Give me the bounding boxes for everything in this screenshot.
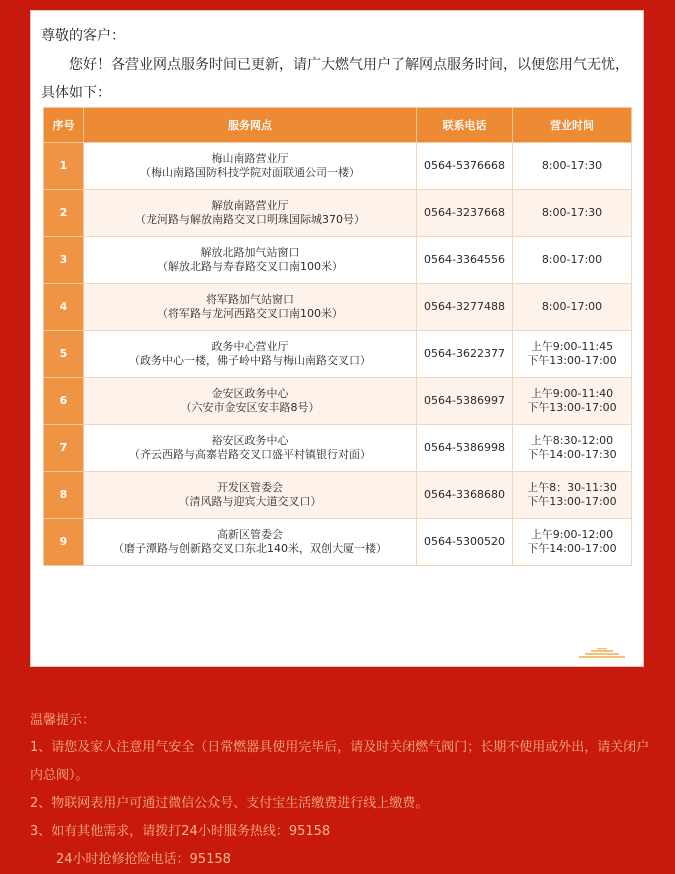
col-header-branch: 服务网点: [84, 108, 417, 143]
notice-panel: [30, 10, 644, 667]
row-index: 1: [44, 143, 84, 190]
branch-address: （龙河路与解放南路交叉口明珠国际城370号）: [135, 213, 365, 226]
branch-address: （解放北路与寿春路交叉口南100米）: [157, 260, 343, 273]
tip-item-2: 2、物联网表用户可通过微信公众号、支付宝生活缴费进行线上缴费。: [30, 796, 429, 811]
row-index: 2: [44, 190, 84, 237]
hours-cell: [513, 425, 632, 472]
branch-address: （磨子潭路与创新路交叉口东北140米，双创大厦一楼）: [113, 542, 387, 555]
tips-section: [30, 708, 650, 874]
branch-cell: [84, 143, 417, 190]
service-table: [43, 107, 632, 566]
phone-cell: 0564-3277488: [417, 284, 513, 331]
branch-cell: [84, 237, 417, 284]
branch-name: 裕安区政务中心: [211, 434, 289, 447]
branch-address: （将军路与龙河西路交叉口南100米）: [157, 307, 343, 320]
col-header-hours: 营业时间: [513, 108, 632, 143]
row-index: 5: [44, 331, 84, 378]
branch-address: （六安市金安区安丰路8号）: [180, 401, 320, 414]
branch-name: 解放南路营业厅: [211, 199, 289, 212]
branch-cell: [84, 425, 417, 472]
table-row: [44, 284, 632, 331]
hours-pm: 下午14:00-17:00: [527, 542, 617, 555]
hours-pm: 下午13:00-17:00: [527, 401, 617, 414]
branch-address: （清风路与迎宾大道交叉口）: [178, 495, 322, 508]
branch-cell: [84, 378, 417, 425]
branch-name: 开发区管委会: [217, 481, 283, 494]
table-row: [44, 190, 632, 237]
branch-address: （政务中心一楼，佛子岭中路与梅山南路交叉口）: [129, 354, 371, 367]
hours-pm: 下午13:00-17:00: [527, 495, 617, 508]
hours-am: 上午9:00-12:00: [530, 528, 614, 541]
phone-cell: 0564-3237668: [417, 190, 513, 237]
hours-cell: [513, 378, 632, 425]
table-row: [44, 143, 632, 190]
row-index: 3: [44, 237, 84, 284]
phone-cell: 0564-5386998: [417, 425, 513, 472]
hours-am: 上午8:30-12:00: [530, 434, 614, 447]
row-index: 6: [44, 378, 84, 425]
phone-cell: 0564-5376668: [417, 143, 513, 190]
hours-cell: [513, 284, 632, 331]
table-header-row: [44, 108, 632, 143]
hours: 8:00-17:30: [541, 206, 603, 219]
phone-cell: 0564-5386997: [417, 378, 513, 425]
hours: 8:00-17:00: [541, 253, 603, 266]
branch-address: （梅山南路国防科技学院对面联通公司一楼）: [140, 166, 360, 179]
table-row: [44, 425, 632, 472]
tip-item-3: 3、如有其他需求，请拨打24小时服务热线：95158: [30, 824, 331, 839]
tiananmen-ornament-icon: [579, 648, 625, 658]
row-index: 7: [44, 425, 84, 472]
table-row: [44, 472, 632, 519]
col-header-phone: 联系电话: [417, 108, 513, 143]
hours: 8:00-17:00: [541, 300, 603, 313]
hours-cell: [513, 143, 632, 190]
hours-cell: [513, 519, 632, 566]
phone-cell: 0564-5300520: [417, 519, 513, 566]
phone-cell: 0564-3622377: [417, 331, 513, 378]
table-row: [44, 237, 632, 284]
col-header-index: 序号: [44, 108, 84, 143]
hours-am: 上午9:00-11:40: [530, 387, 614, 400]
hours-pm: 下午13:00-17:00: [527, 354, 617, 367]
hours-cell: [513, 190, 632, 237]
branch-name: 高新区管委会: [217, 528, 283, 541]
hours-am: 上午8：30-11:30: [527, 481, 617, 494]
hours-cell: [513, 331, 632, 378]
branch-name: 将军路加气站窗口: [206, 293, 294, 306]
table-row: [44, 378, 632, 425]
tip-item-4: 24小时抢修抢险电话：95158: [56, 852, 231, 867]
hours: 8:00-17:30: [541, 159, 603, 172]
phone-cell: 0564-3364556: [417, 237, 513, 284]
phone-cell: 0564-3368680: [417, 472, 513, 519]
branch-address: （齐云西路与高寨岩路交叉口盛平村镇银行对面）: [129, 448, 371, 461]
branch-cell: [84, 331, 417, 378]
row-index: 8: [44, 472, 84, 519]
table-row: [44, 519, 632, 566]
hours-am: 上午9:00-11:45: [530, 340, 614, 353]
row-index: 4: [44, 284, 84, 331]
table-row: [44, 331, 632, 378]
branch-cell: [84, 519, 417, 566]
hours-cell: [513, 237, 632, 284]
tips-title: 温馨提示：: [30, 713, 96, 728]
row-index: 9: [44, 519, 84, 566]
branch-cell: [84, 472, 417, 519]
branch-cell: [84, 190, 417, 237]
branch-name: 政务中心营业厅: [211, 340, 289, 353]
branch-name: 解放北路加气站窗口: [200, 246, 300, 259]
tip-item-1: 1、请您及家人注意用气安全（日常燃器具使用完毕后，请及时关闭燃气阀门；长期不使用或外出，请关闭户内总阀）。: [30, 740, 650, 783]
branch-cell: [84, 284, 417, 331]
branch-name: 梅山南路营业厅: [211, 152, 289, 165]
branch-name: 金安区政务中心: [211, 387, 289, 400]
hours-cell: [513, 472, 632, 519]
intro-paragraph: 您好！各营业网点服务时间已更新，请广大燃气用户了解网点服务时间，以便您用气无忧，具体如下：: [41, 57, 629, 101]
hours-pm: 下午14:00-17:30: [527, 448, 617, 461]
greeting: 尊敬的客户：: [41, 28, 125, 44]
